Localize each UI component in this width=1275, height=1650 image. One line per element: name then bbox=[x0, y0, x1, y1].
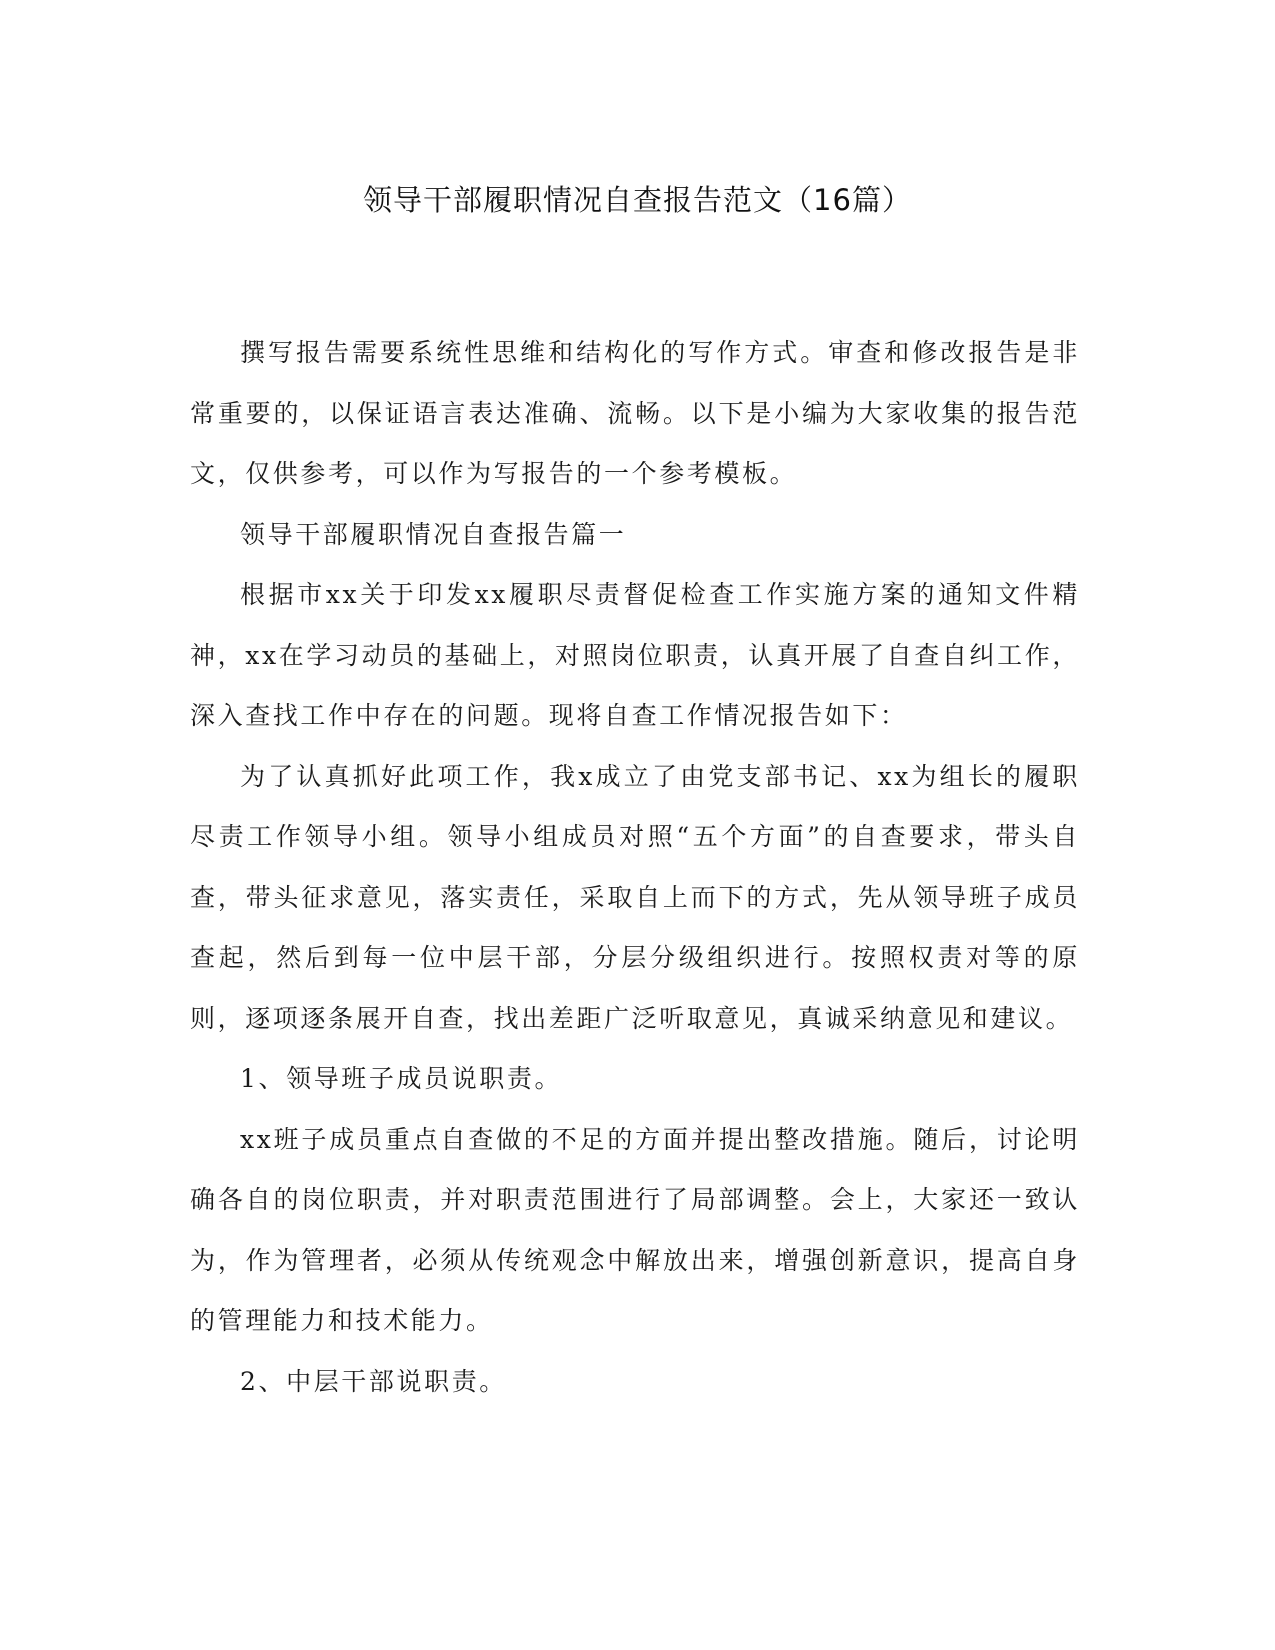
paragraph: 为了认真抓好此项工作，我x成立了由党支部书记、xx为组长的履职尽责工作领导小组。领导小组成员对照“五个方面”的自查要求，带头自查，带头征求意见，落实责任，采取自上而下的方式，先从领导班子成员查起，然后到每一位中层干部，分层分级组织进行。按照权责对等的原则，逐项逐条展开自查，找出差距广泛听取意见，真诚采纳意见和建议。 bbox=[190, 761, 1080, 1033]
list-item-heading: 1、领导班子成员说职责。 bbox=[240, 1064, 563, 1093]
list-item-heading: 2、中层干部说职责。 bbox=[240, 1366, 507, 1396]
document-body bbox=[190, 323, 1080, 1412]
document-title: 领导干部履职情况自查报告范文（16篇） bbox=[363, 183, 912, 217]
paragraph: xx班子成员重点自查做的不足的方面并提出整改措施。随后，讨论明确各自的岗位职责，并对职责范围进行了局部调整。会上，大家还一致认为，作为管理者，必须从传统观念中解放出来，增强创新意识，提高自身的管理能力和技术能力。 bbox=[190, 1124, 1080, 1335]
paragraph: 根据市xx关于印发xx履职尽责督促检查工作实施方案的通知文件精神，xx在学习动员的基础上，对照岗位职责，认真开展了自查自纠工作，深入查找工作中存在的问题。现将自查工作情况报告如下： bbox=[190, 580, 1080, 730]
paragraph-intro: 撰写报告需要系统性思维和结构化的写作方式。审查和修改报告是非常重要的，以保证语言表达准确、流畅。以下是小编为大家收集的报告范文，仅供参考，可以作为写报告的一个参考模板。 bbox=[190, 338, 1080, 488]
section-heading: 领导干部履职情况自查报告篇一 bbox=[240, 519, 627, 549]
